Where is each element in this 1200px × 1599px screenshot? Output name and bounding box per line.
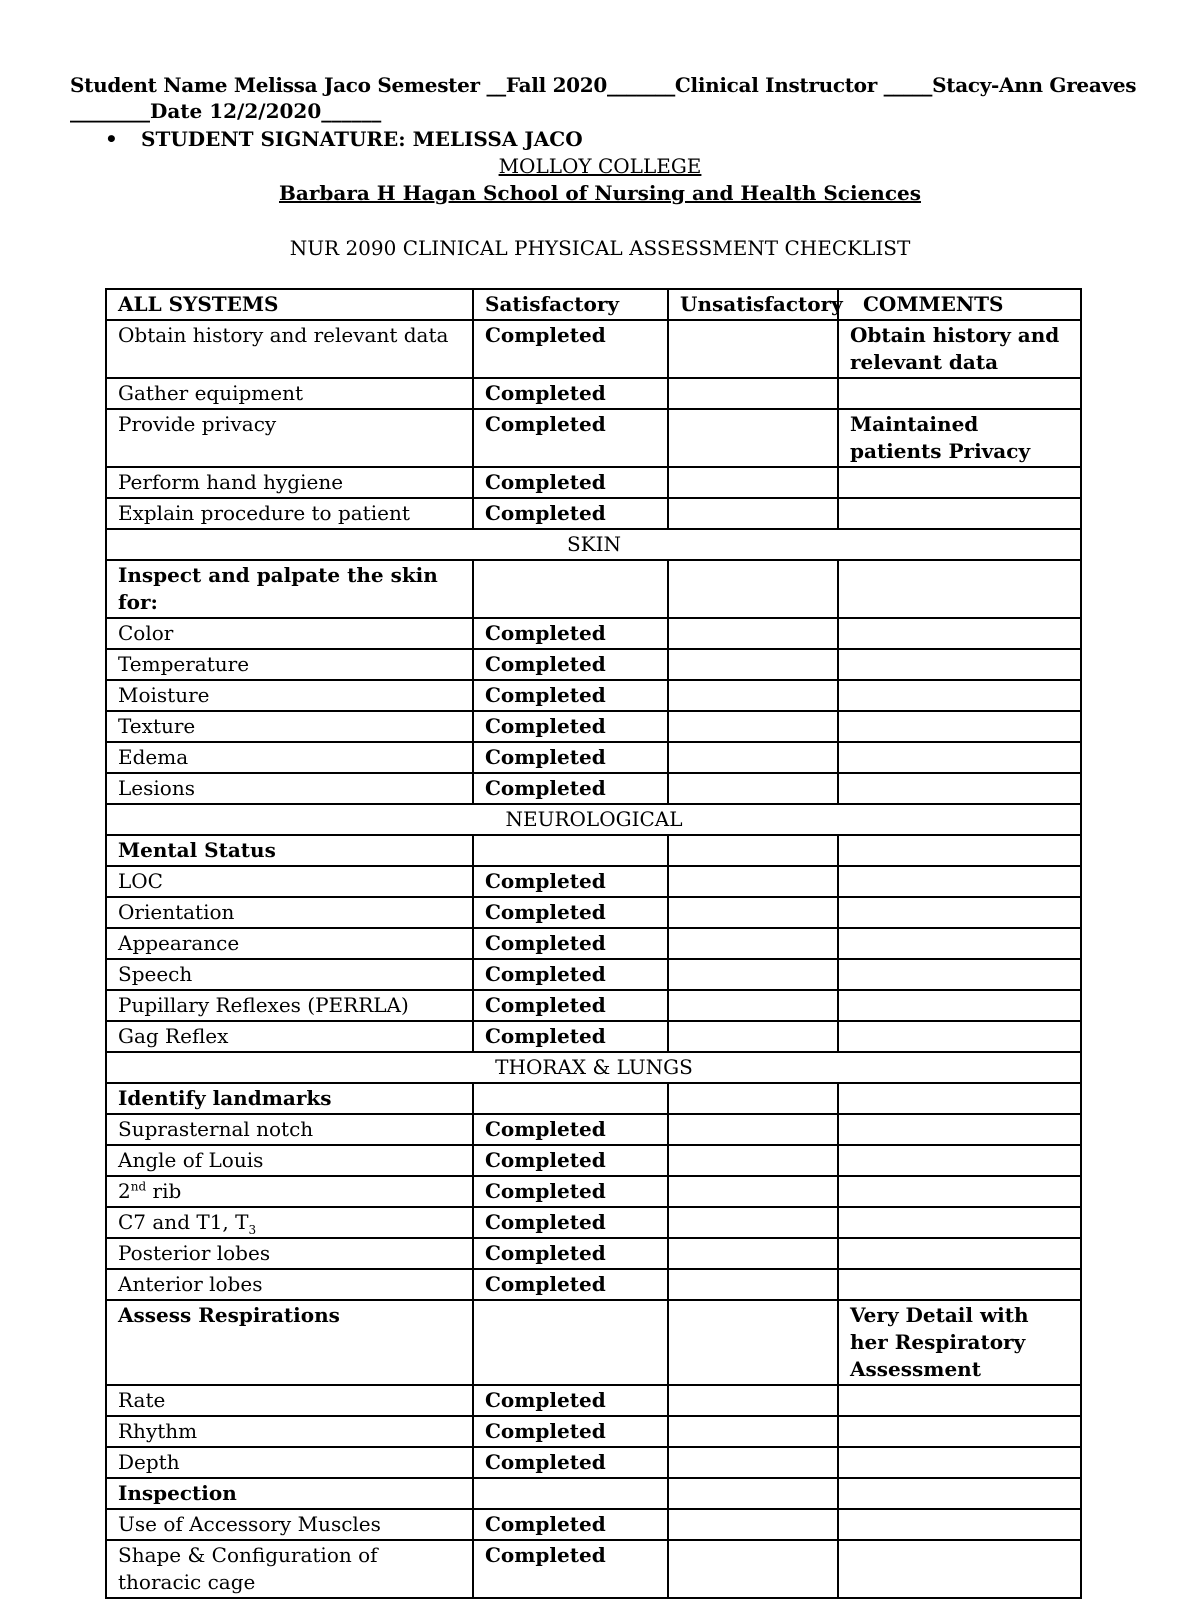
satisfactory-cell: Completed [473, 320, 668, 378]
satisfactory-cell: Completed [473, 409, 668, 467]
subsection-label: Identify landmarks [106, 1083, 473, 1114]
section-title: SKIN [106, 529, 1081, 560]
item-label: Angle of Louis [106, 1145, 473, 1176]
unsatisfactory-cell [668, 649, 838, 680]
unsatisfactory-cell [668, 897, 838, 928]
unsatisfactory-cell [668, 1269, 838, 1300]
subsection-row [106, 560, 1081, 618]
unsatisfactory-cell [668, 1207, 838, 1238]
table-row [106, 866, 1081, 897]
satisfactory-cell [473, 835, 668, 866]
item-label: Temperature [106, 649, 473, 680]
unsatisfactory-cell [668, 742, 838, 773]
satisfactory-cell: Completed [473, 618, 668, 649]
unsatisfactory-cell [668, 1176, 838, 1207]
satisfactory-cell: Completed [473, 742, 668, 773]
comments-cell [838, 1385, 1081, 1416]
item-label: Orientation [106, 897, 473, 928]
comments-cell [838, 1238, 1081, 1269]
table-row [106, 1416, 1081, 1447]
comments-cell [838, 959, 1081, 990]
item-label: Obtain history and relevant data [106, 320, 473, 378]
unsatisfactory-cell [668, 320, 838, 378]
unsatisfactory-cell [668, 1478, 838, 1509]
comments-cell [838, 1269, 1081, 1300]
item-label: Rhythm [106, 1416, 473, 1447]
satisfactory-cell: Completed [473, 1540, 668, 1598]
unsatisfactory-cell [668, 866, 838, 897]
label-text: C7 and T1, T [118, 1210, 249, 1234]
table-row [106, 409, 1081, 467]
satisfactory-cell [473, 1300, 668, 1385]
satisfactory-cell [473, 1083, 668, 1114]
comments-cell [838, 835, 1081, 866]
item-label: Pupillary Reflexes (PERRLA) [106, 990, 473, 1021]
unsatisfactory-cell [668, 1021, 838, 1052]
comments-cell [838, 742, 1081, 773]
satisfactory-cell: Completed [473, 959, 668, 990]
satisfactory-cell: Completed [473, 928, 668, 959]
unsatisfactory-cell [668, 560, 838, 618]
subsection-label: Assess Respirations [106, 1300, 473, 1385]
comments-cell [838, 866, 1081, 897]
table-row [106, 618, 1081, 649]
item-label: Shape & Configuration of thoracic cage [106, 1540, 473, 1598]
item-label: Explain procedure to patient [106, 498, 473, 529]
table-row [106, 897, 1081, 928]
comments-cell [838, 773, 1081, 804]
comments-cell [838, 618, 1081, 649]
table-row [106, 1207, 1081, 1238]
comments-cell [838, 680, 1081, 711]
table-row [106, 742, 1081, 773]
unsatisfactory-cell [668, 1145, 838, 1176]
unsatisfactory-cell [668, 990, 838, 1021]
comments-cell [838, 1416, 1081, 1447]
school-name: Barbara H Hagan School of Nursing and Health Sciences [279, 181, 921, 205]
comments-cell [838, 897, 1081, 928]
section-header-row [106, 804, 1081, 835]
table-row [106, 1114, 1081, 1145]
comments-cell [838, 711, 1081, 742]
date-line: ________Date 12/2/2020______ [70, 99, 382, 123]
header-info-line: Student Name Melissa Jaco Semester __Fall 2020_______Clinical Instructor _____Stacy-Ann Greaves [70, 73, 1137, 97]
item-label: Perform hand hygiene [106, 467, 473, 498]
item-label: Appearance [106, 928, 473, 959]
unsatisfactory-cell [668, 1238, 838, 1269]
subsection-label: Mental Status [106, 835, 473, 866]
unsatisfactory-cell [668, 1447, 838, 1478]
item-label: Suprasternal notch [106, 1114, 473, 1145]
satisfactory-cell: Completed [473, 866, 668, 897]
unsatisfactory-cell [668, 378, 838, 409]
satisfactory-cell [473, 560, 668, 618]
item-label [106, 1207, 473, 1238]
section-header-row [106, 1052, 1081, 1083]
unsatisfactory-cell [668, 467, 838, 498]
comments-cell [838, 1509, 1081, 1540]
assessment-checklist-table [105, 288, 1082, 1599]
unsatisfactory-cell [668, 1416, 838, 1447]
comments-cell [838, 467, 1081, 498]
section-title: NEUROLOGICAL [106, 804, 1081, 835]
item-label: Gag Reflex [106, 1021, 473, 1052]
satisfactory-cell: Completed [473, 1447, 668, 1478]
comments-cell [838, 1114, 1081, 1145]
satisfactory-cell: Completed [473, 1145, 668, 1176]
item-label: Texture [106, 711, 473, 742]
comments-cell [838, 1478, 1081, 1509]
item-label: Color [106, 618, 473, 649]
table-row [106, 1385, 1081, 1416]
comments-cell [838, 1207, 1081, 1238]
subsection-label: Inspection [106, 1478, 473, 1509]
column-header: Unsatisfactory [668, 289, 838, 320]
table-row [106, 990, 1081, 1021]
satisfactory-cell: Completed [473, 990, 668, 1021]
item-label: Provide privacy [106, 409, 473, 467]
satisfactory-cell: Completed [473, 649, 668, 680]
college-name: MOLLOY COLLEGE [498, 154, 702, 178]
table-row [106, 680, 1081, 711]
satisfactory-cell: Completed [473, 467, 668, 498]
subsection-row [106, 1300, 1081, 1385]
subsection-label: Inspect and palpate the skin for: [106, 560, 473, 618]
column-header: COMMENTS [838, 289, 1081, 320]
table-row [106, 1509, 1081, 1540]
comments-cell [838, 1083, 1081, 1114]
subsection-row [106, 835, 1081, 866]
table-row [106, 711, 1081, 742]
satisfactory-cell: Completed [473, 1176, 668, 1207]
table-row [106, 320, 1081, 378]
table-row [106, 773, 1081, 804]
comments-cell [838, 1447, 1081, 1478]
column-header: ALL SYSTEMS [106, 289, 473, 320]
unsatisfactory-cell [668, 773, 838, 804]
item-label: Posterior lobes [106, 1238, 473, 1269]
unsatisfactory-cell [668, 618, 838, 649]
unsatisfactory-cell [668, 1385, 838, 1416]
subsection-row [106, 1083, 1081, 1114]
comments-cell [838, 1540, 1081, 1598]
table-row [106, 378, 1081, 409]
comments-cell: Very Detail with her Respiratory Assessment [838, 1300, 1081, 1385]
item-label: Anterior lobes [106, 1269, 473, 1300]
comments-cell [838, 1021, 1081, 1052]
unsatisfactory-cell [668, 959, 838, 990]
table-row [106, 1021, 1081, 1052]
satisfactory-cell: Completed [473, 1207, 668, 1238]
item-label: Speech [106, 959, 473, 990]
item-label: Use of Accessory Muscles [106, 1509, 473, 1540]
satisfactory-cell: Completed [473, 1269, 668, 1300]
item-label: Depth [106, 1447, 473, 1478]
comments-cell [838, 1145, 1081, 1176]
satisfactory-cell: Completed [473, 1021, 668, 1052]
satisfactory-cell: Completed [473, 711, 668, 742]
item-label: Edema [106, 742, 473, 773]
label-superscript: nd [130, 1179, 147, 1194]
item-label: LOC [106, 866, 473, 897]
item-label [106, 1176, 473, 1207]
unsatisfactory-cell [668, 498, 838, 529]
satisfactory-cell: Completed [473, 1509, 668, 1540]
item-label: Lesions [106, 773, 473, 804]
unsatisfactory-cell [668, 1509, 838, 1540]
satisfactory-cell: Completed [473, 1114, 668, 1145]
table-row [106, 1269, 1081, 1300]
item-label: Moisture [106, 680, 473, 711]
unsatisfactory-cell [668, 680, 838, 711]
table-row [106, 1238, 1081, 1269]
table-row [106, 498, 1081, 529]
comments-cell: Obtain history and relevant data [838, 320, 1081, 378]
satisfactory-cell: Completed [473, 1385, 668, 1416]
unsatisfactory-cell [668, 1300, 838, 1385]
item-label: Rate [106, 1385, 473, 1416]
satisfactory-cell: Completed [473, 1416, 668, 1447]
unsatisfactory-cell [668, 835, 838, 866]
comments-cell [838, 560, 1081, 618]
column-header: Satisfactory [473, 289, 668, 320]
signature-text: STUDENT SIGNATURE: MELISSA JACO [141, 127, 583, 151]
unsatisfactory-cell [668, 1083, 838, 1114]
unsatisfactory-cell [668, 409, 838, 467]
comments-cell: Maintained patients Privacy [838, 409, 1081, 467]
comments-cell [838, 928, 1081, 959]
unsatisfactory-cell [668, 1540, 838, 1598]
table-row [106, 1145, 1081, 1176]
satisfactory-cell: Completed [473, 1238, 668, 1269]
satisfactory-cell [473, 1478, 668, 1509]
satisfactory-cell: Completed [473, 773, 668, 804]
table-row [106, 959, 1081, 990]
section-header-row [106, 529, 1081, 560]
label-subscript: 3 [248, 1223, 257, 1237]
table-header-row [106, 289, 1081, 320]
label-text: rib [146, 1179, 182, 1203]
comments-cell [838, 498, 1081, 529]
page-title: NUR 2090 CLINICAL PHYSICAL ASSESSMENT CHECKLIST [289, 236, 911, 260]
satisfactory-cell: Completed [473, 498, 668, 529]
satisfactory-cell: Completed [473, 378, 668, 409]
item-label: Gather equipment [106, 378, 473, 409]
satisfactory-cell: Completed [473, 680, 668, 711]
comments-cell [838, 378, 1081, 409]
table-row [106, 1176, 1081, 1207]
table-row [106, 1540, 1081, 1598]
table-row [106, 928, 1081, 959]
comments-cell [838, 990, 1081, 1021]
table-row [106, 1447, 1081, 1478]
label-number: 2 [118, 1179, 131, 1203]
comments-cell [838, 1176, 1081, 1207]
bullet-icon: • [105, 127, 118, 151]
unsatisfactory-cell [668, 711, 838, 742]
section-title: THORAX & LUNGS [106, 1052, 1081, 1083]
satisfactory-cell: Completed [473, 897, 668, 928]
table-row [106, 649, 1081, 680]
subsection-row [106, 1478, 1081, 1509]
table-row [106, 467, 1081, 498]
unsatisfactory-cell [668, 928, 838, 959]
student-signature [105, 127, 583, 151]
comments-cell [838, 649, 1081, 680]
unsatisfactory-cell [668, 1114, 838, 1145]
